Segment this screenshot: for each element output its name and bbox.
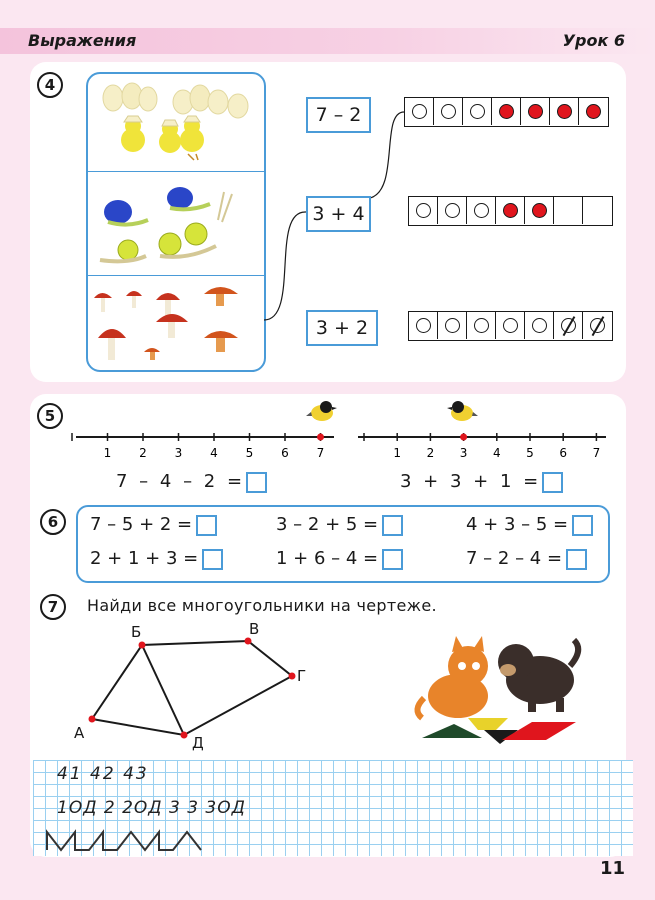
cat-dog-illustration xyxy=(408,626,588,746)
lesson-title: Урок 6 xyxy=(562,31,625,50)
expression-box-1: 7 – 2 xyxy=(306,97,371,133)
task5-equation-right-text: 3 + 3 + 1 = xyxy=(400,471,539,492)
point-label-g: Г xyxy=(297,667,307,685)
tick-label: 3 xyxy=(174,446,183,460)
tick-label: 2 xyxy=(139,446,147,460)
expression-box-2: 3 + 4 xyxy=(306,196,371,232)
tick-label: 2 xyxy=(426,446,435,460)
task6-equation-text: 4 + 3 – 5 = xyxy=(466,514,569,535)
task4-number: 4 xyxy=(37,72,63,98)
writing-sample-row1: 41 42 43 xyxy=(57,764,149,784)
task6-equation-text: 7 – 2 – 4 = xyxy=(466,548,563,569)
tick-label: 1 xyxy=(393,446,402,460)
task5-number: 5 xyxy=(37,403,63,429)
task7-number: 7 xyxy=(40,594,66,620)
tick-label: 4 xyxy=(492,446,501,460)
topic-title: Выражения xyxy=(28,31,137,50)
tick-label: 6 xyxy=(281,446,289,460)
task6-equation-text: 3 – 2 + 5 = xyxy=(276,514,379,535)
task6-equation-text: 7 – 5 + 2 = xyxy=(90,514,193,535)
point-label-d: Д xyxy=(192,734,204,752)
tick-label: 3 xyxy=(459,446,468,460)
tick-label: 1 xyxy=(103,446,112,460)
zigzag-pattern xyxy=(43,828,243,852)
task6-equation-text: 1 + 6 – 4 = xyxy=(276,548,379,569)
task6-number: 6 xyxy=(40,509,66,535)
point-label-b: Б xyxy=(131,623,142,641)
task6-equation-text: 2 + 1 + 3 = xyxy=(90,548,199,569)
tick-label: 5 xyxy=(245,446,254,460)
tick-label: 7 xyxy=(316,446,325,460)
tick-label: 7 xyxy=(592,446,601,460)
tick-label: 6 xyxy=(559,446,568,460)
handwriting-grid xyxy=(33,760,633,856)
task7-instruction: Найди все многоугольники на чертеже. xyxy=(87,596,437,615)
tick-label: 5 xyxy=(526,446,534,460)
page-number: 11 xyxy=(599,858,625,879)
point-label-v: В xyxy=(249,620,260,638)
writing-sample-row2: 1ОД 2 2ОД 3 3 3ОД xyxy=(57,798,246,818)
task5-equation-left-text: 7 – 4 – 2 = xyxy=(116,471,243,492)
expression-box-3: 3 + 2 xyxy=(306,310,378,346)
tick-label: 4 xyxy=(210,446,218,460)
point-label-a: А xyxy=(74,724,85,742)
